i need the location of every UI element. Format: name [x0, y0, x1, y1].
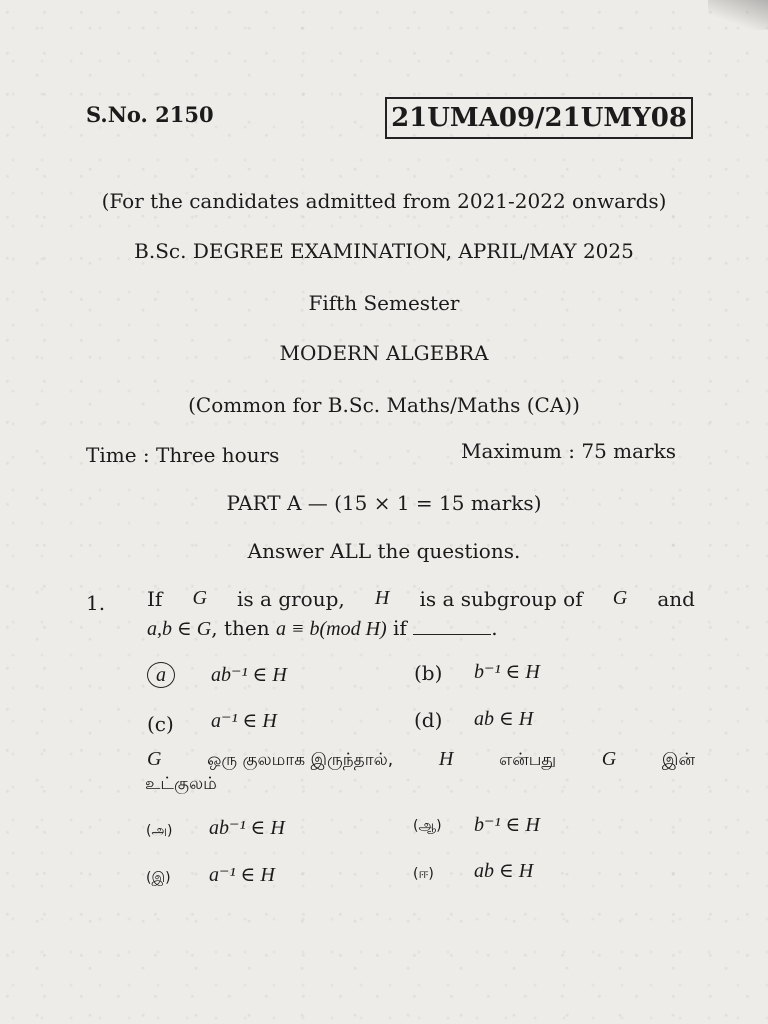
- maximum-marks: Maximum : 75 marks: [461, 439, 676, 463]
- option-a: [147, 662, 175, 688]
- q-word: and: [657, 587, 695, 611]
- option-d-label: (d): [414, 708, 443, 732]
- tamil-var-g: G: [147, 748, 162, 770]
- option-c-text: a⁻¹ ∈ H: [211, 710, 277, 732]
- page-corner-shadow: [708, 0, 768, 30]
- tamil-text: என்பது: [498, 750, 557, 770]
- option-a-label-circled: a: [147, 662, 175, 688]
- answer-blank: [413, 618, 491, 635]
- tamil-text: ஒரு குலமாக இருந்தால்,: [207, 750, 394, 770]
- part-a-instruction: Answer ALL the questions.: [247, 539, 521, 563]
- option-d-text: ab ∈ H: [474, 708, 534, 730]
- q-word: , then: [211, 616, 270, 640]
- common-note: (Common for B.Sc. Maths/Maths (CA)): [188, 393, 580, 417]
- q-period: .: [491, 616, 498, 640]
- tamil-option-b-text: b⁻¹ ∈ H: [474, 814, 540, 836]
- q-word: if: [393, 616, 407, 640]
- question-number: 1.: [86, 591, 106, 615]
- tamil-option-d-label: (ஈ): [413, 866, 434, 882]
- tamil-var-h: H: [438, 748, 454, 770]
- tamil-option-d-text: ab ∈ H: [474, 860, 534, 882]
- tamil-var-g: G: [601, 748, 617, 770]
- semester: Fifth Semester: [308, 291, 460, 315]
- tamil-option-a-label: (அ): [146, 823, 173, 839]
- degree-title: B.Sc. DEGREE EXAMINATION, APRIL/MAY 2025: [134, 239, 634, 263]
- tamil-option-c-label: (இ): [146, 870, 171, 886]
- q-word: is a subgroup of: [419, 587, 583, 611]
- part-a-title: PART A — (15 × 1 = 15 marks): [226, 491, 542, 515]
- subject-title: MODERN ALGEBRA: [279, 341, 489, 365]
- option-b-text: b⁻¹ ∈ H: [474, 661, 540, 683]
- q-word: If: [147, 587, 163, 611]
- question-line-1: [147, 587, 695, 611]
- q-var-g: G: [612, 587, 628, 609]
- exam-duration: Time : Three hours: [86, 443, 280, 467]
- tamil-question-line-1: [147, 748, 695, 772]
- q-word: is a group,: [237, 587, 345, 611]
- q-math: a,b ∈ G: [147, 618, 212, 640]
- option-a-text: ab⁻¹ ∈ H: [211, 664, 287, 686]
- serial-number: S.No. 2150: [86, 102, 214, 127]
- tamil-option-c-text: a⁻¹ ∈ H: [209, 864, 275, 886]
- tamil-text: இன்: [661, 750, 695, 770]
- q-var-g: G: [192, 587, 207, 609]
- q-var-h: H: [374, 587, 390, 609]
- tamil-option-b-label: (ஆ): [413, 818, 442, 834]
- tamil-question-line-2: உட்குலம்: [145, 774, 217, 794]
- admitted-note: (For the candidates admitted from 2021-2022 onwards): [101, 189, 667, 213]
- q-math: a ≡ b(mod H): [275, 618, 387, 640]
- option-b-label: (b): [414, 661, 443, 685]
- tamil-option-a-text: ab⁻¹ ∈ H: [209, 817, 285, 839]
- course-code-box: 21UMA09/21UMY08: [385, 97, 693, 139]
- option-c-label: (c): [147, 712, 174, 736]
- question-line-2: [147, 616, 498, 641]
